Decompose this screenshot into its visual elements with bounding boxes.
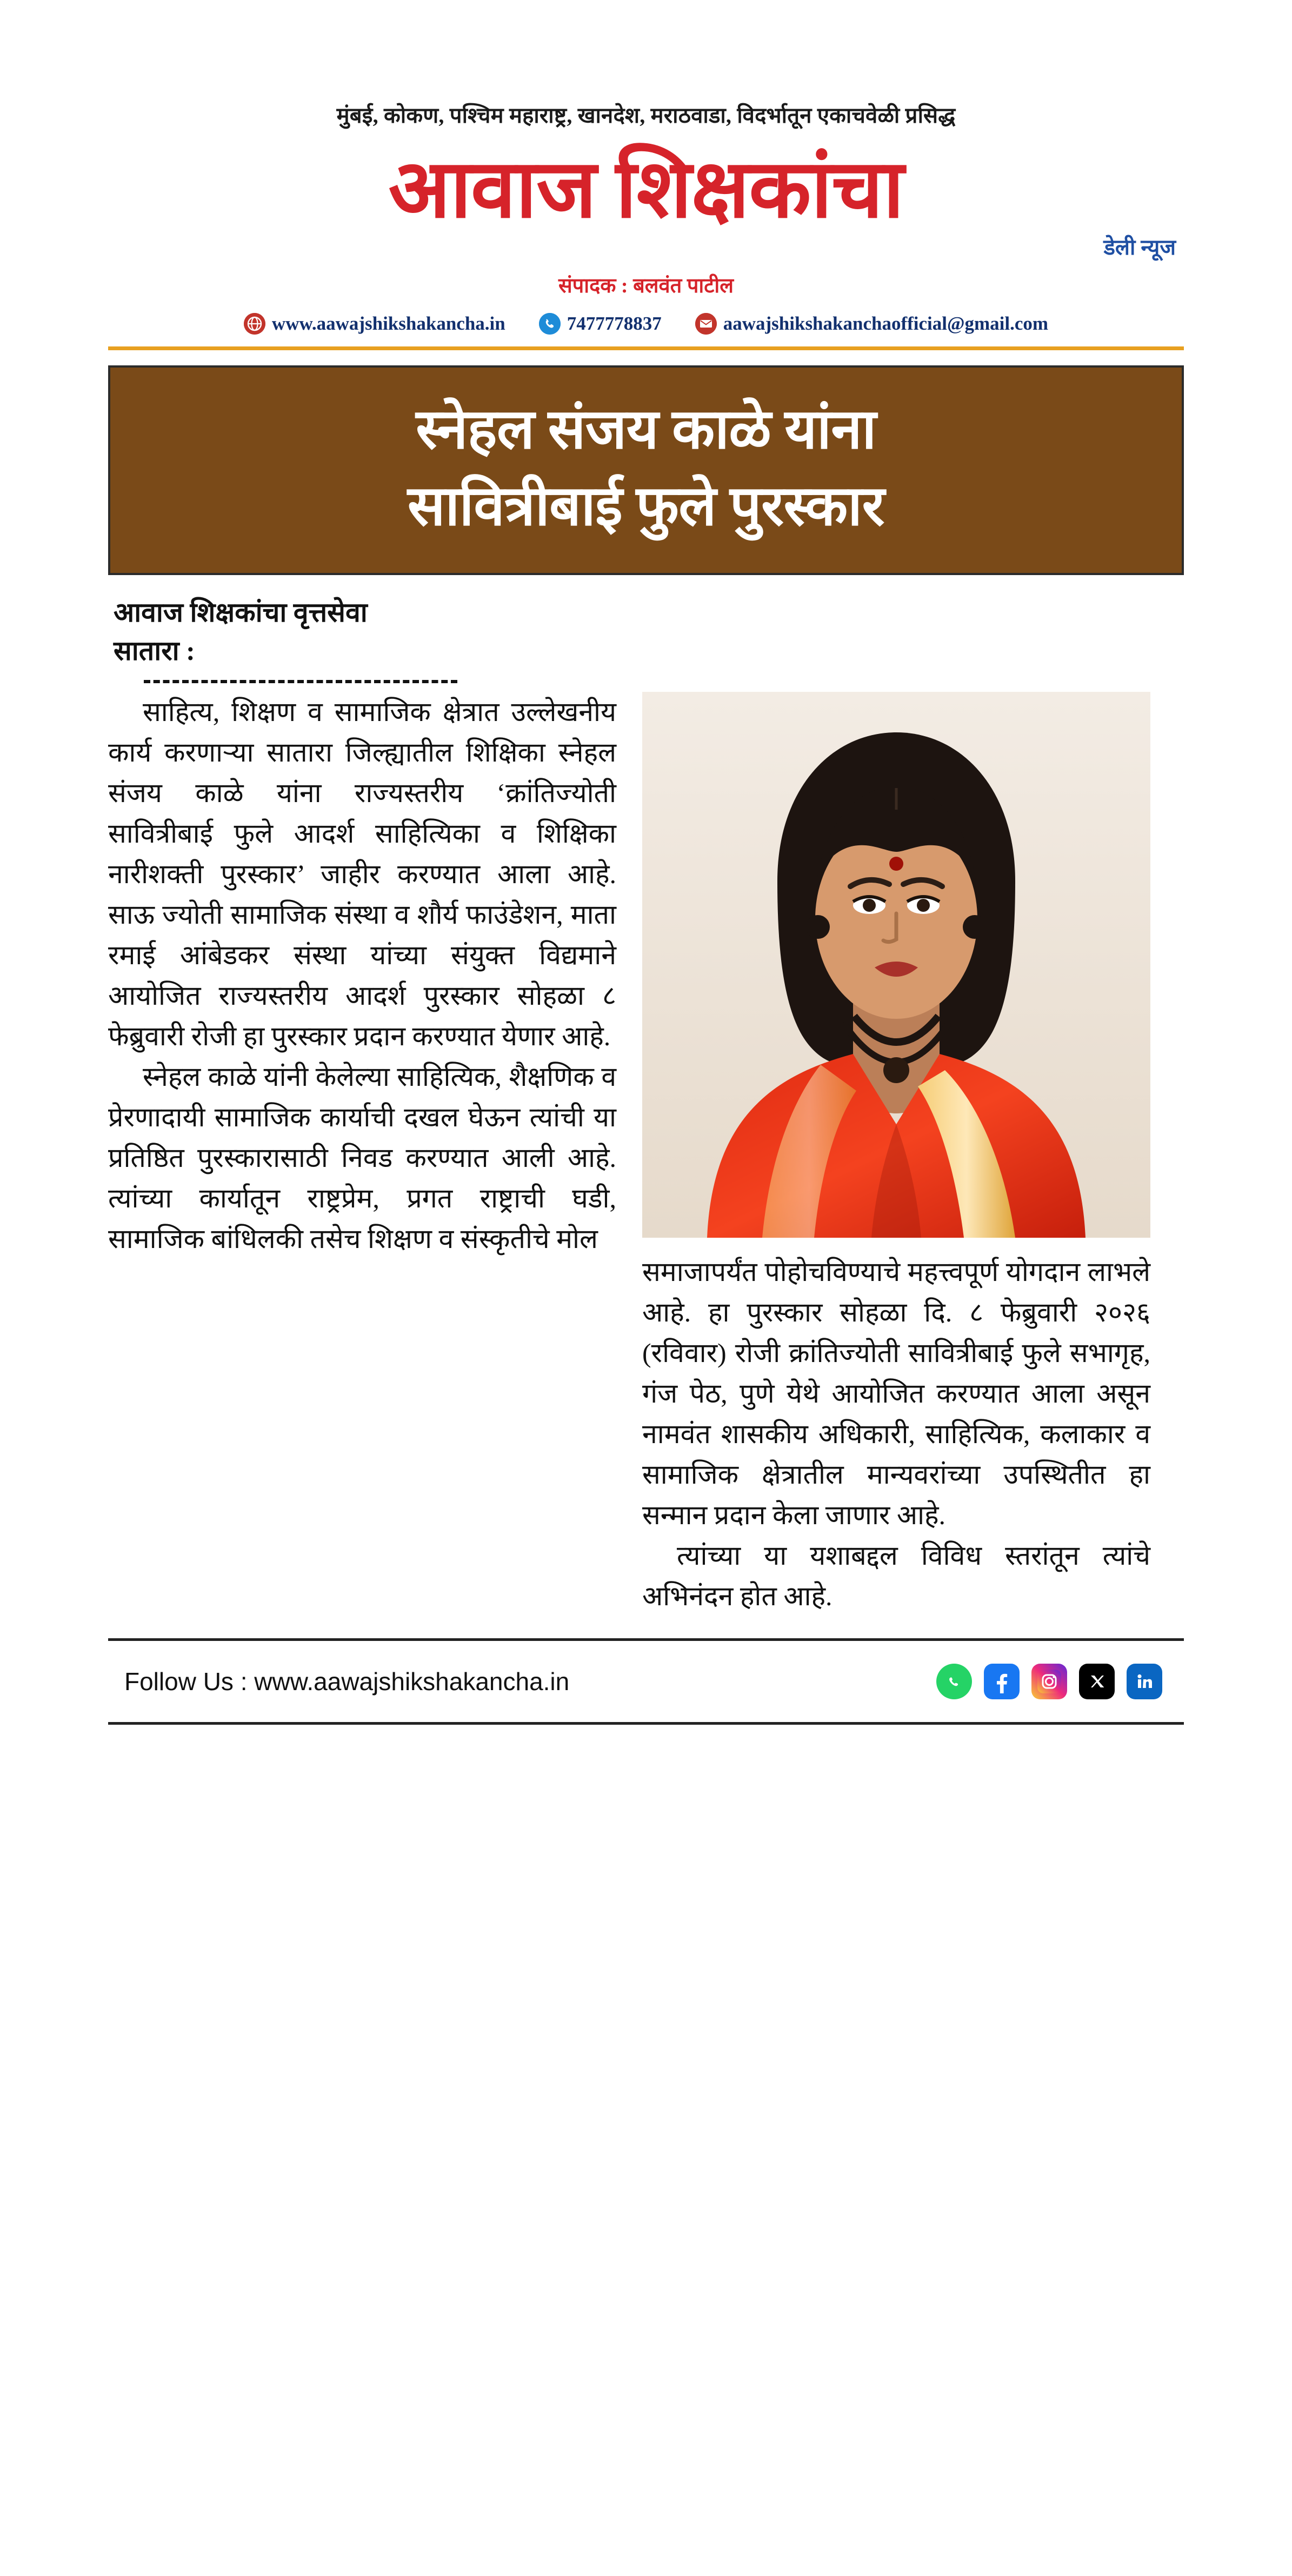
dateline: सातारा : (114, 636, 195, 666)
instagram-icon[interactable] (1031, 1664, 1067, 1699)
phone-icon (539, 313, 561, 335)
contact-website-text: www.aawajshikshakancha.in (271, 313, 505, 334)
contact-email[interactable] (695, 313, 1048, 335)
headline-line-2: सावित्रीबाई फुले पुरस्कार (407, 476, 885, 538)
editor-line: संपादक : बलवंत पाटील (558, 275, 734, 297)
article-photo (642, 692, 1150, 1238)
follow-us-label: Follow Us : www.aawajshikshakancha.in (124, 1667, 570, 1696)
x-twitter-icon[interactable] (1079, 1664, 1115, 1699)
article-paragraph: त्यांच्या या यशाबद्दल विविध स्तरांतून त्यांचे अभिनंदन होत आहे. (642, 1540, 1150, 1612)
article-column-right (642, 692, 1150, 1617)
masthead (0, 0, 1292, 299)
woman-portrait-red-saree (642, 692, 1150, 1238)
orange-divider (108, 346, 1184, 350)
contact-email-text: aawajshikshakanchaofficial@gmail.com (723, 313, 1049, 334)
contact-bar (108, 313, 1184, 335)
footer (108, 1641, 1184, 1722)
contact-phone-text: 7477778837 (567, 313, 662, 334)
social-links (936, 1664, 1162, 1699)
dashed-separator (144, 680, 457, 683)
masthead-title-wrap (0, 145, 1292, 259)
contact-website[interactable] (244, 313, 505, 335)
daily-news-label: डेली न्यूज (1103, 235, 1176, 259)
footer-divider-bottom (108, 1722, 1184, 1725)
linkedin-icon[interactable] (1127, 1664, 1162, 1699)
headline-box (108, 365, 1184, 575)
article-paragraph: साहित्य, शिक्षण व सामाजिक क्षेत्रात उल्लेखनीय कार्य करणाऱ्या सातारा जिल्ह्यातील शिक्षिका स्नेहल संजय काळे यांना राज्यस्तरीय ‘क्रांतिज्योती सावित्रीबाई फुले आदर्श साहित्यिका व शिक्षिका नारीशक्ती पुरस्कार’ जाहीर करण्यात आला आहे. साऊ ज्योती सामाजिक संस्था व शौर्य फाउंडेशन, माता रमाई आंबेडकर संस्था यांच्या संयुक्त विद्यमाने आयोजित राज्यस्तरीय आदर्श पुरस्कार सोहळा ८ फेब्रुवारी रोजी हा पुरस्कार प्रदान करण्यात येणार आहे. (108, 697, 616, 1052)
article-body (108, 593, 1184, 1617)
article-paragraph: स्नेहल काळे यांनी केलेल्या साहित्यिक, शैक्षणिक व प्रेरणादायी सामाजिक कार्याची दखल घेऊन त्यांची या प्रतिष्ठित पुरस्कारासाठी निवड करण्यात आली आहे. त्यांच्या कार्यातून राष्ट्रप्रेम, प्रगत राष्ट्राची घडी, सामाजिक बांधिलकी तसेच शिक्षण व संस्कृतीचे मोल (108, 1062, 616, 1254)
masthead-tagline: मुंबई, कोकण, पश्चिम महाराष्ट्र, खानदेश, मराठवाडा, विदर्भातून एकाचवेळी प्रसिद्ध (336, 103, 956, 128)
headline-line-1: स्नेहल संजय काळे यांना (416, 399, 876, 461)
article-paragraph: समाजापर्यंत पोहोचविण्याचे महत्त्वपूर्ण योगदान लाभले आहे. हा पुरस्कार सोहळा दि. ८ फेब्रुवारी २०२६ (रविवार) रोजी क्रांतिज्योती सावित्रीबाई फुले सभागृह, गंज पेठ, पुणे येथे आयोजित करण्यात आला असून नामवंत शासकीय अधिकारी, साहित्यिक, कलाकार व सामाजिक क्षेत्रातील मान्यवरांच्या उपस्थितीत हा सन्मान प्रदान केला जाणार आहे. (642, 1257, 1150, 1531)
byline: आवाज शिक्षकांचा वृत्तसेवा (114, 597, 368, 628)
contact-phone[interactable] (539, 313, 662, 335)
paper-title: आवाज शिक्षकांचा (388, 145, 904, 235)
globe-icon (244, 313, 265, 335)
mail-icon (695, 313, 717, 335)
article-column-left (108, 692, 616, 1259)
facebook-icon[interactable] (984, 1664, 1020, 1699)
article-columns (108, 692, 1184, 1617)
whatsapp-icon[interactable] (936, 1664, 972, 1699)
